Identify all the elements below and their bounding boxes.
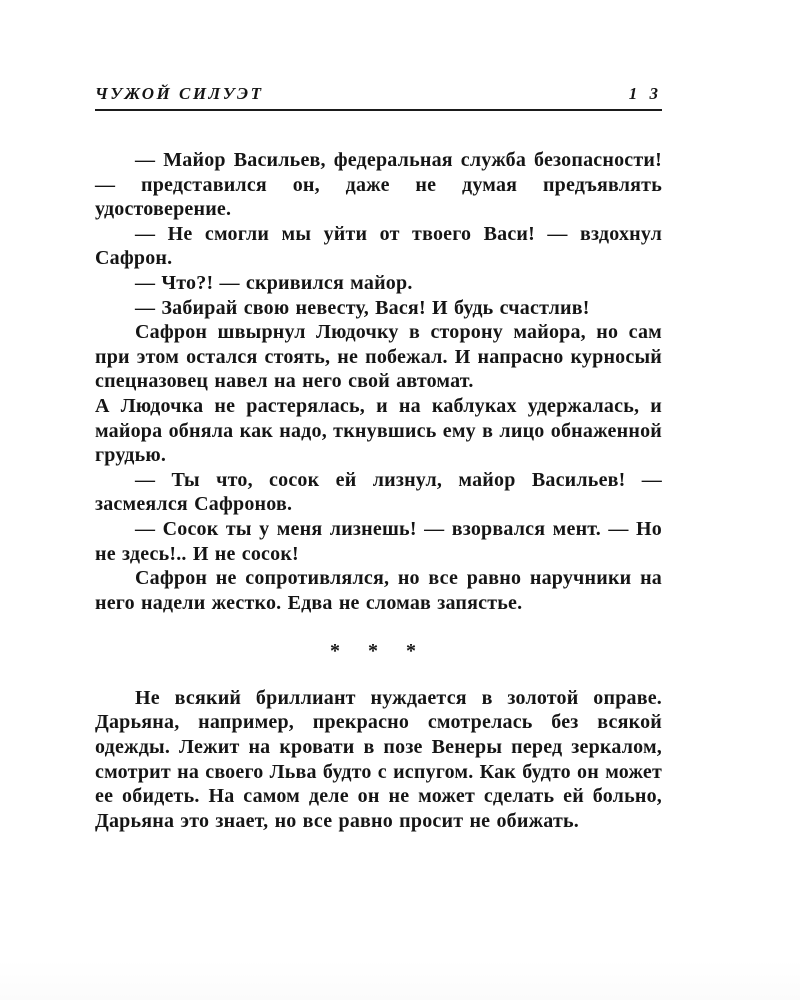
book-title-header: ЧУЖОЙ СИЛУЭТ [95,84,264,103]
paragraph: — Сосок ты у меня лизнешь! — взорвался мент. — Но не здесь!.. И не сосок! [95,517,662,565]
paragraph: Сафрон не сопротивлялся, но все равно наручники на него надели жестко. Едва не сломав запястье. [95,567,662,614]
running-header [95,84,662,111]
section-separator: * * * [330,640,427,663]
paragraph: — Забирай свою невесту, Вася! И будь счастлив! [135,296,590,319]
paragraph: Не всякий бриллиант нуждается в золотой оправе. Дарьяна, например, прекрасно смотрелась без всякой одежды. Лежит на кровати в позе Венеры перед зеркалом, смотрит на своего Льва будто с испугом. Как будто он может ее обидеть. На самом деле он не может сделать ей больно, Дарьяна это знает, но все равно просит не обижать. [95,686,662,832]
paragraph: — Майор Васильев, федеральная служба безопасности! — представился он, даже не думая предъявлять удостоверение. [95,149,662,221]
paragraph: — Ты что, сосок ей лизнул, майор Васильев! — засмеялся Сафронов. [95,468,662,516]
paragraph: — Что?! — скривился майор. [135,271,413,294]
paragraph: — Не смогли мы уйти от твоего Васи! — вздохнул Сафрон. [95,222,662,270]
paragraph: Сафрон швырнул Людочку в сторону майора, но сам при этом остался стоять, не побежал. И напрасно курносый спецназовец навел на него свой автомат. [95,321,662,393]
paragraph: А Людочка не растерялась, и на каблуках удержалась, и майора обняла как надо, ткнувшись ему в лицо обнаженной грудью. [95,394,662,467]
page-number: 1 3 [628,84,662,103]
body-text [95,148,662,833]
